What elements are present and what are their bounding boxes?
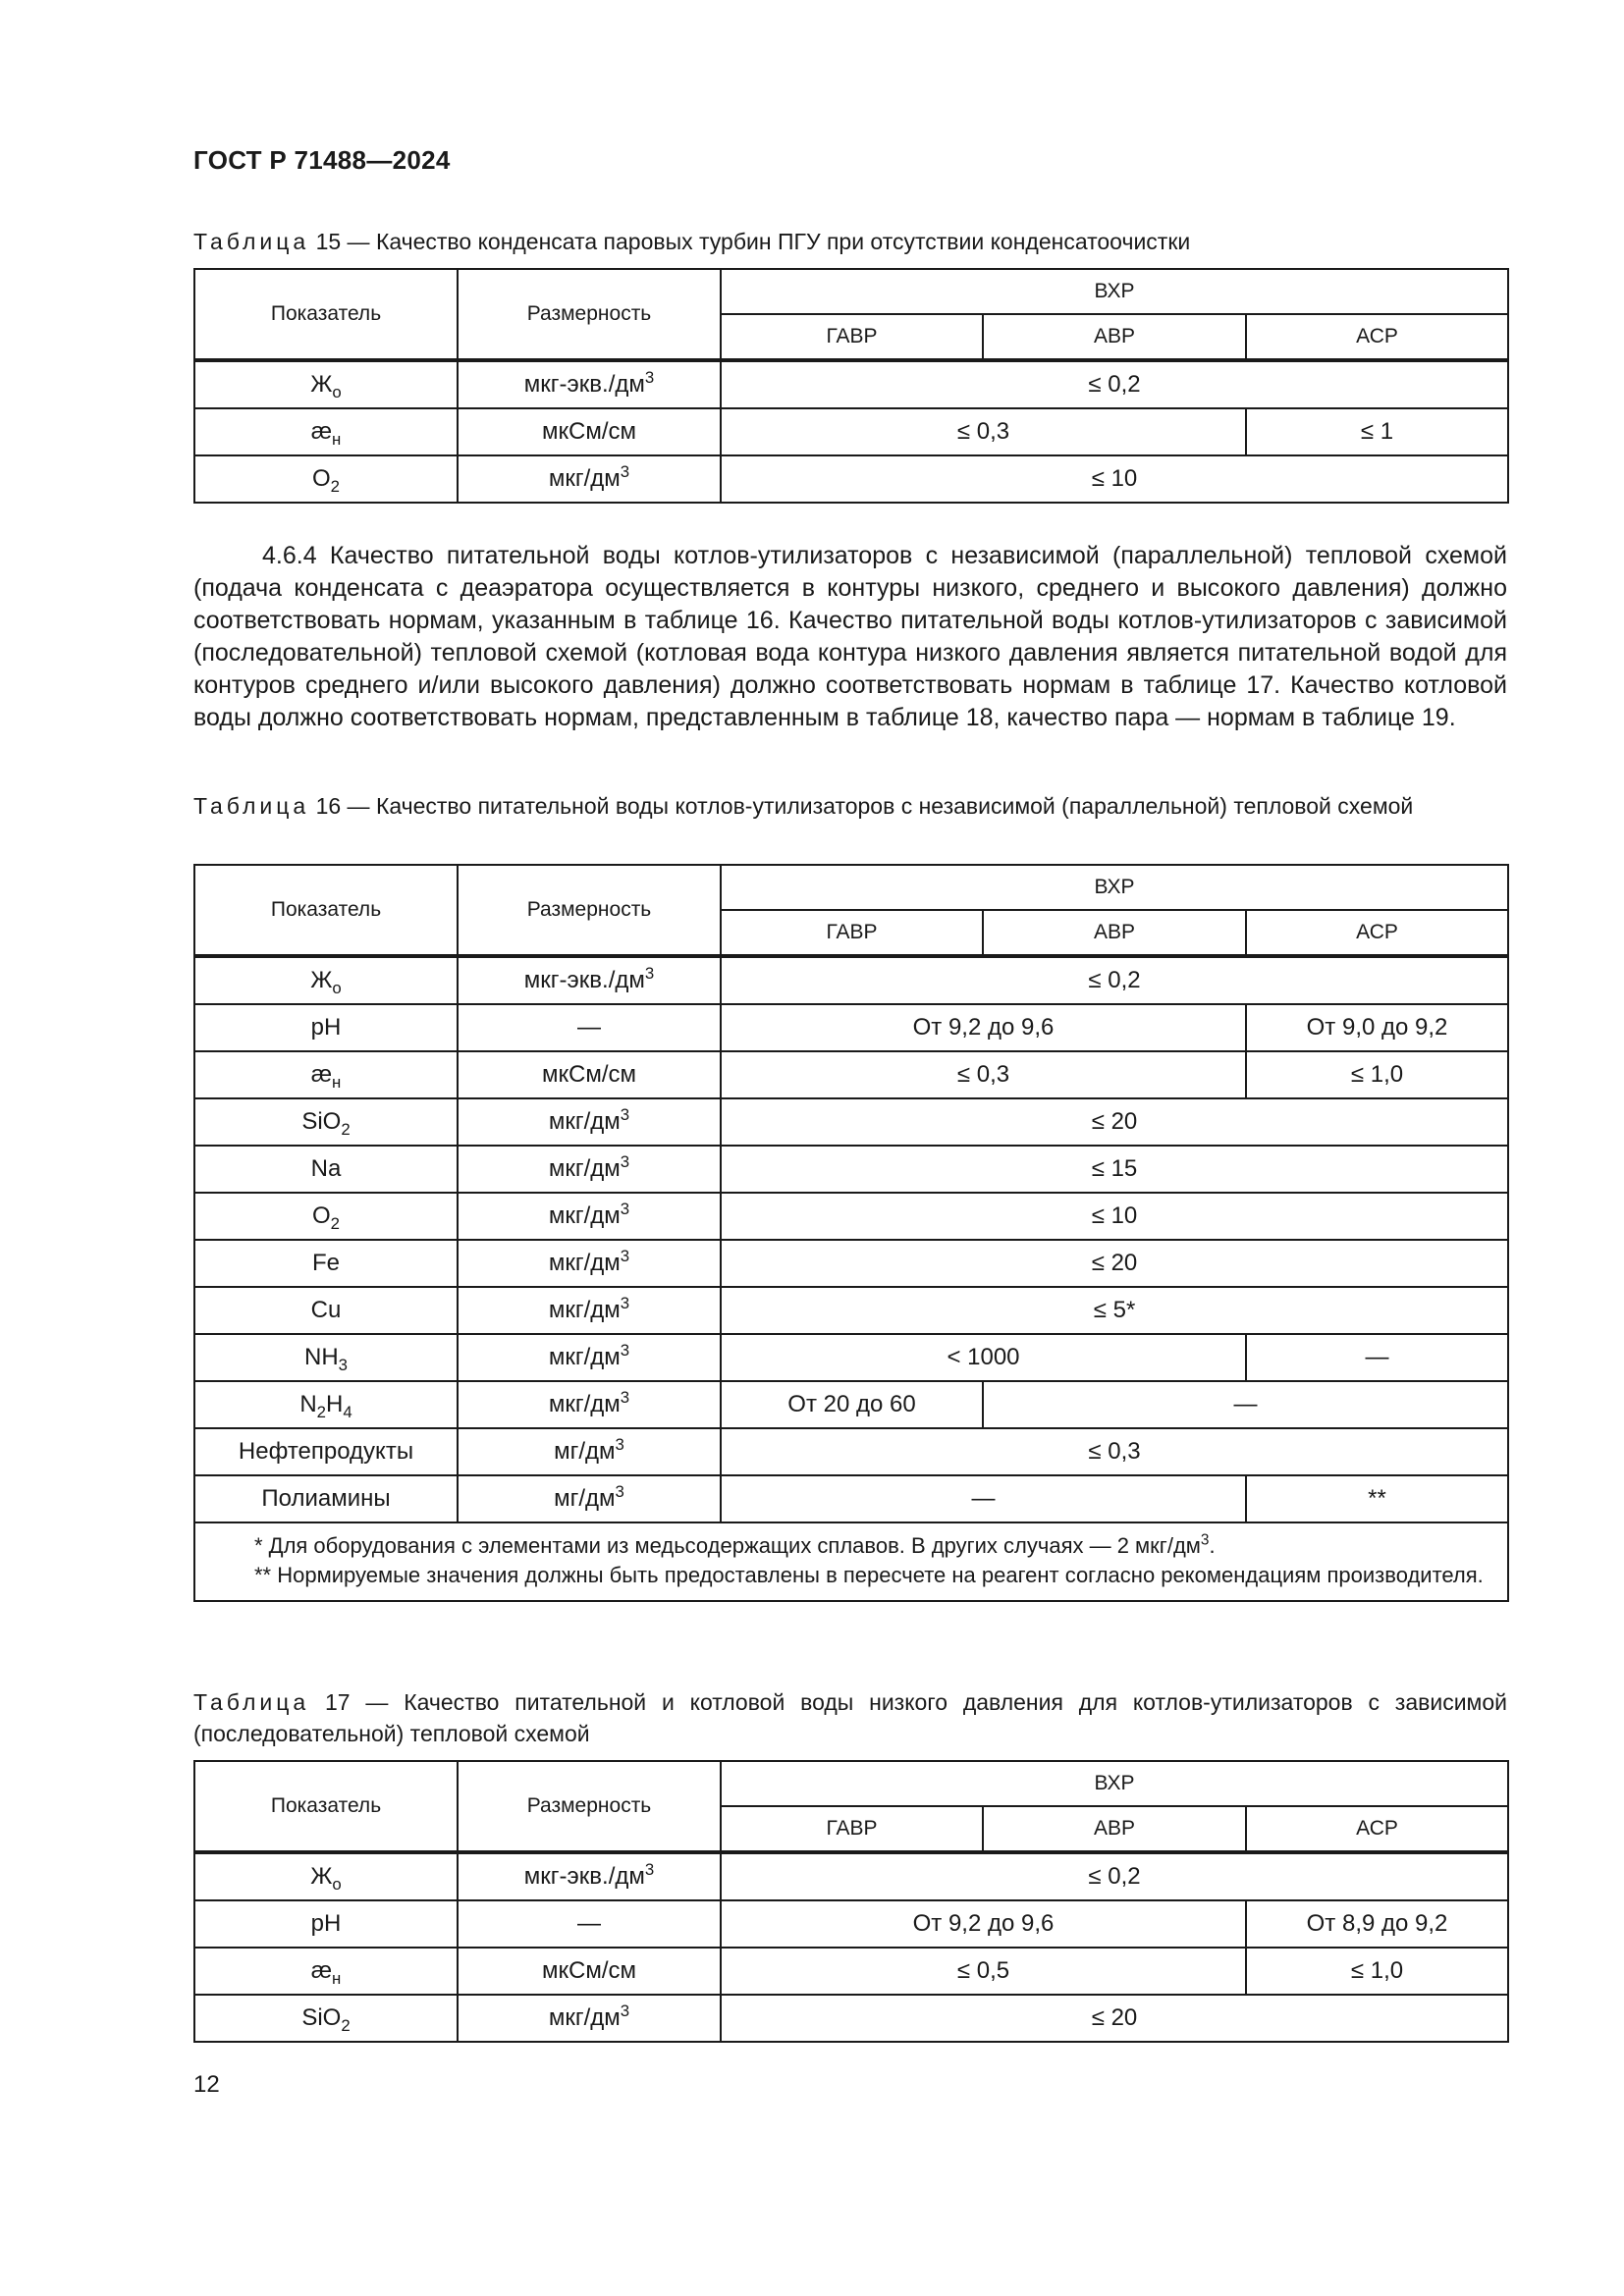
value-cell-gavr: От 20 до 60 [721,1381,983,1428]
value-cell: ≤ 10 [721,1193,1508,1240]
table-row [194,360,1508,408]
value-cell: ≤ 10 [721,455,1508,503]
header-avr: АВР [983,910,1246,956]
indicator-cell: $O_2$ [194,1193,458,1240]
table-15-caption [193,226,1507,257]
unit-cell: $мг/дм^3$ [458,1475,721,1522]
value-cell-asr: ≤ 1 [1246,408,1508,455]
table-row [194,1475,1508,1522]
table-row [194,956,1508,1004]
table-17 [193,1760,1509,2043]
table-row [194,1193,1508,1240]
unit-cell: мкСм/см [458,408,721,455]
header-indicator: Показатель [194,269,458,360]
unit-cell: мкг-$экв./дм^3$ [458,360,721,408]
table-row [194,1004,1508,1051]
unit-cell: $мг/дм^3$ [458,1428,721,1475]
indicator-cell: $æ_н$ [194,408,458,455]
document-header: ГОСТ Р 71488—2024 [193,145,451,175]
header-vkhr: ВХР [721,269,1508,314]
value-cell: От 9,2 до 9,6 [721,1900,1246,1948]
header-avr: АВР [983,314,1246,360]
indicator-cell: SiO$_2$ [194,1098,458,1146]
value-cell-asr: От 8,9 до 9,2 [1246,1900,1508,1948]
section-paragraph: 4.6.4 Качество питательной воды котлов-утилизаторов с независимой (параллельной) тепловой схемой (подача конденсата с деаэратора осуществляется в контуры низкого, среднего и высокого давления) должно соответствовать нормам, указанным в таблице 16. Качество питательной воды котлов-утилизаторов с зависимой (последовательной) тепловой схемой (котловая вода контура низкого давления является питательной водой для контуров среднего и/или высокого давления) должно соответствовать нормам в таблице 17. Качество котловой воды должно соответствовать нормам, представленным в таблице 18, качество пара — нормам в таблице 19. [193,542,1507,731]
header-indicator: Показатель [194,865,458,956]
page-number: 12 [193,2071,220,2098]
footnote-2: ** Нормируемые значения должны быть предоставлены в пересчете на реагент согласно рекомендациям производителя. [254,1563,1484,1587]
unit-cell: мкСм/см [458,1051,721,1098]
value-cell: — [983,1381,1508,1428]
header-indicator: Показатель [194,1761,458,1852]
indicator-cell: Полиамины [194,1475,458,1522]
value-cell: ≤ 0,3 [721,408,1246,455]
header-avr: АВР [983,1806,1246,1852]
value-cell: От 9,2 до 9,6 [721,1004,1246,1051]
table-row [194,1146,1508,1193]
header-gavr: ГАВР [721,314,983,360]
footnote-1: * Для оборудования с элементами из медьсодержащих сплавов. В других случаях — 2 мкг/$дм^3$. [254,1531,1216,1558]
table-row [194,455,1508,503]
unit-cell: мкг/$дм^3$ [458,1287,721,1334]
unit-cell: мкг/$дм^3$ [458,1098,721,1146]
value-cell-asr: ** [1246,1475,1508,1522]
value-cell: ≤ 20 [721,1240,1508,1287]
value-cell: ≤ 20 [721,1098,1508,1146]
table-row [194,1428,1508,1475]
indicator-cell: Na [194,1146,458,1193]
indicator-cell: $N_2H_4$ [194,1381,458,1428]
indicator-cell: pH [194,1900,458,1948]
table-caption-text: 16 — Качество питательной воды котлов-утилизаторов с независимой (параллельной) тепловой схемой [315,793,1414,819]
indicator-cell: $O_2$ [194,455,458,503]
value-cell: ≤ 0,2 [721,1852,1508,1900]
indicator-cell: $NH_3$ [194,1334,458,1381]
value-cell: < 1000 [721,1334,1246,1381]
unit-cell: мкг/$дм^3$ [458,1146,721,1193]
header-asr: АСР [1246,1806,1508,1852]
table-16-caption [193,790,1507,822]
unit-cell: — [458,1900,721,1948]
unit-cell: мкг/$дм^3$ [458,1240,721,1287]
table-row [194,1995,1508,2042]
table-row [194,1051,1508,1098]
table-15 [193,268,1509,504]
table-row [194,1240,1508,1287]
table-row [194,1381,1508,1428]
header-asr: АСР [1246,910,1508,956]
table-label: Таблица [193,793,310,819]
table-label: Таблица [193,1689,310,1715]
indicator-cell: $Ж_о$ [194,360,458,408]
unit-cell: мкг-$экв./дм^3$ [458,1852,721,1900]
table-17-caption [193,1686,1507,1749]
table-notes [194,1522,1508,1601]
value-cell: ≤ 5* [721,1287,1508,1334]
unit-cell: мкг/$дм^3$ [458,1334,721,1381]
value-cell-asr: От 9,0 до 9,2 [1246,1004,1508,1051]
value-cell: ≤ 0,3 [721,1428,1508,1475]
value-cell-asr: — [1246,1334,1508,1381]
value-cell-asr: ≤ 1,0 [1246,1948,1508,1995]
indicator-cell: $æ_н$ [194,1948,458,1995]
value-cell-asr: ≤ 1,0 [1246,1051,1508,1098]
unit-cell: мкг/$дм^3$ [458,1381,721,1428]
indicator-cell: Нефтепродукты [194,1428,458,1475]
unit-cell: мкСм/см [458,1948,721,1995]
table-row [194,1098,1508,1146]
value-cell: ≤ 15 [721,1146,1508,1193]
unit-cell: — [458,1004,721,1051]
table-caption-text: 17 — Качество питательной и котловой воды низкого давления для котлов-утилизаторов с зависимой (последовательной) тепловой схемой [193,1689,1507,1746]
value-cell: ≤ 0,2 [721,956,1508,1004]
header-vkhr: ВХР [721,865,1508,910]
header-asr: АСР [1246,314,1508,360]
indicator-cell: $Ж_о$ [194,956,458,1004]
unit-cell: мкг/$дм^3$ [458,1995,721,2042]
value-cell: ≤ 0,5 [721,1948,1246,1995]
header-vkhr: ВХР [721,1761,1508,1806]
table-label: Таблица [193,229,310,254]
table-row [194,1852,1508,1900]
unit-cell: мкг/$дм^3$ [458,1193,721,1240]
value-cell: ≤ 20 [721,1995,1508,2042]
table-row [194,1334,1508,1381]
table-row [194,1287,1508,1334]
unit-cell: мкг/$дм^3$ [458,455,721,503]
header-gavr: ГАВР [721,910,983,956]
header-unit: Размерность [458,1761,721,1852]
indicator-cell: $æ_н$ [194,1051,458,1098]
indicator-cell: pH [194,1004,458,1051]
table-notes-row [194,1522,1508,1601]
table-row [194,408,1508,455]
indicator-cell: Cu [194,1287,458,1334]
unit-cell: мкг-$экв./дм^3$ [458,956,721,1004]
header-unit: Размерность [458,269,721,360]
header-gavr: ГАВР [721,1806,983,1852]
table-row [194,1900,1508,1948]
value-cell: ≤ 0,2 [721,360,1508,408]
table-caption-text: 15 — Качество конденсата паровых турбин ПГУ при отсутствии конденсатоочистки [315,229,1191,254]
value-cell: — [721,1475,1246,1522]
header-unit: Размерность [458,865,721,956]
table-16 [193,864,1509,1602]
indicator-cell: Fe [194,1240,458,1287]
value-cell: ≤ 0,3 [721,1051,1246,1098]
indicator-cell: $Ж_о$ [194,1852,458,1900]
table-row [194,1948,1508,1995]
indicator-cell: SiO$_2$ [194,1995,458,2042]
